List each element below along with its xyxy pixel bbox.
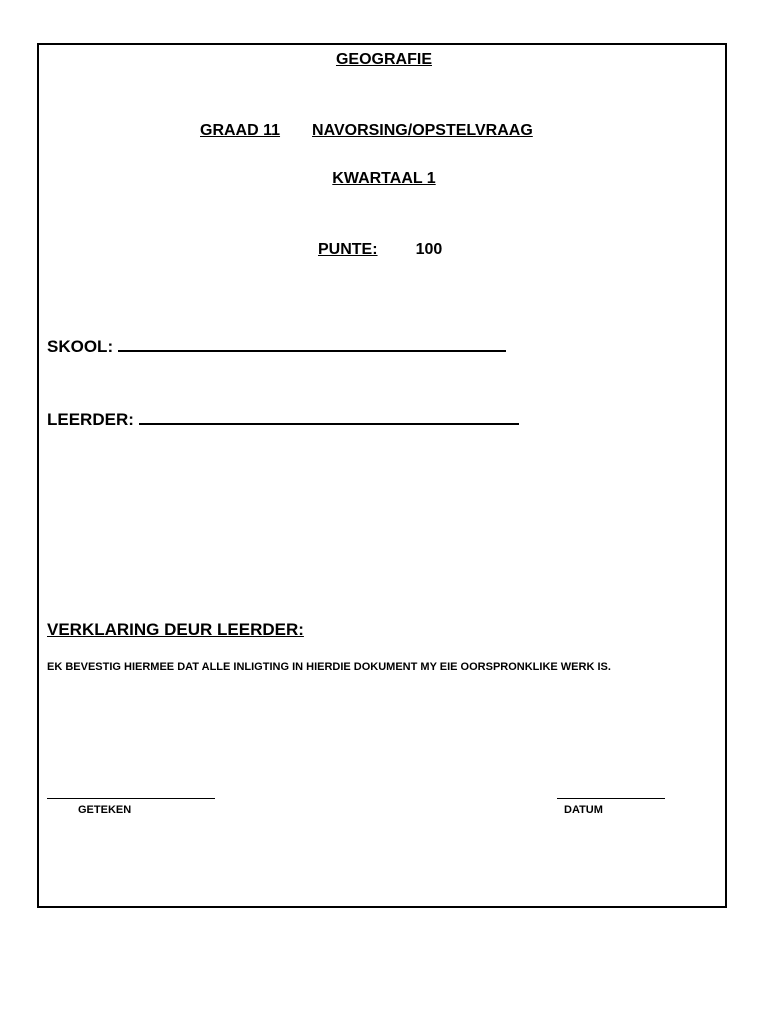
declaration-heading: VERKLARING DEUR LEERDER: xyxy=(47,620,304,639)
school-field xyxy=(47,336,506,355)
term-label: KWARTAAL 1 xyxy=(332,170,436,187)
subject-title: GEOGRAFIE xyxy=(335,51,432,68)
marks-label: PUNTE: xyxy=(318,241,378,258)
marks-value: 100 xyxy=(415,241,443,258)
school-label: SKOOL: xyxy=(47,337,114,356)
signed-label: GETEKEN xyxy=(78,804,132,816)
marks-line xyxy=(318,242,442,258)
task-label: NAVORSING/OPSTELVRAAG xyxy=(312,122,533,139)
grade-label: GRAAD 11 xyxy=(200,122,281,139)
declaration-text: EK BEVESTIG HIERMEE DAT ALLE INLIGTING IN HIERDIE DOKUMENT MY EIE OORSPRONKLIKE WERK IS. xyxy=(47,661,611,673)
learner-field xyxy=(47,409,519,428)
school-input-line[interactable] xyxy=(118,336,506,352)
grade-task-line xyxy=(200,123,533,139)
date-label: DATUM xyxy=(564,804,603,816)
learner-input-line[interactable] xyxy=(139,409,519,425)
signature-line[interactable] xyxy=(47,798,215,799)
learner-label: LEERDER: xyxy=(47,410,134,429)
date-line[interactable] xyxy=(557,798,665,799)
